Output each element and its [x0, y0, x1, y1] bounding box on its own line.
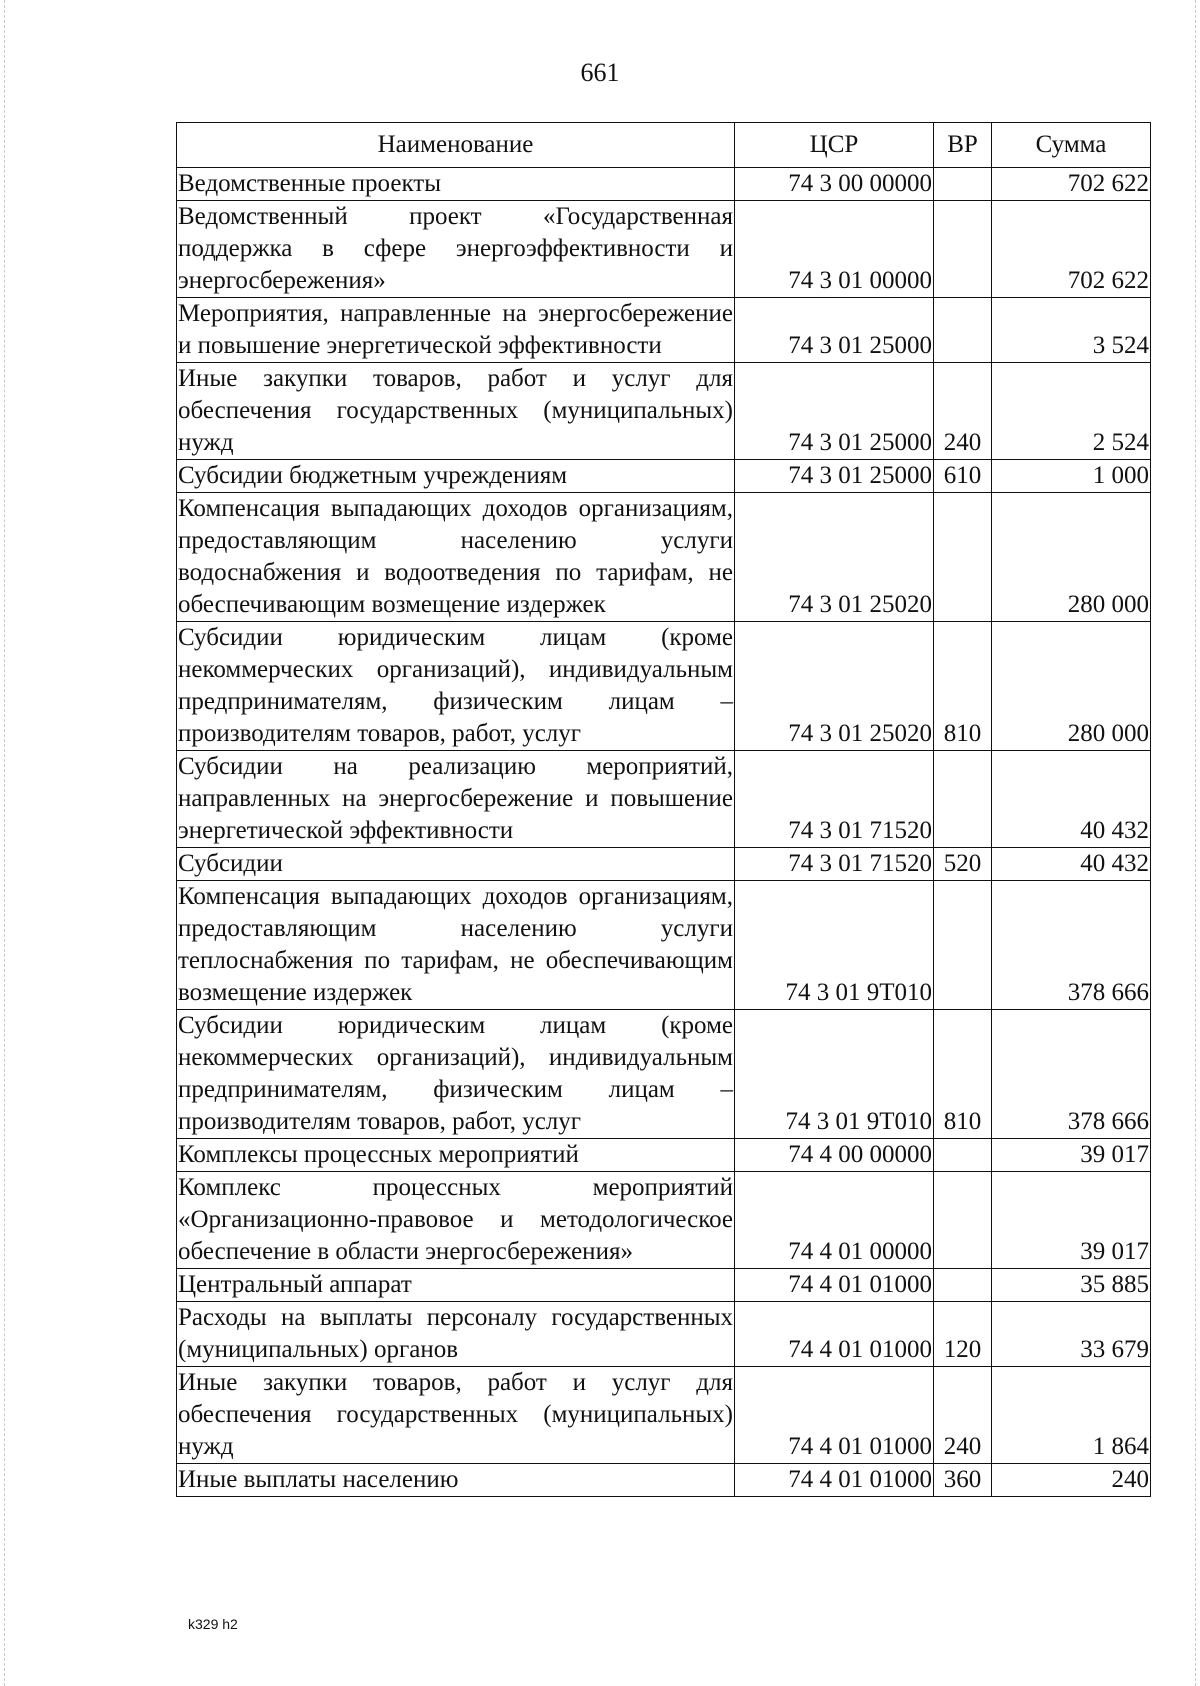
row-name: Ведомственный проект «Государственная поддержка в сфере энергоэффективности и энергосбережения»: [177, 201, 735, 298]
row-sum: 40 432: [992, 751, 1151, 848]
row-sum: 378 666: [992, 881, 1151, 1010]
row-csr: 74 3 01 9Т010: [735, 881, 934, 1010]
row-sum: 702 622: [992, 168, 1151, 201]
row-name: Субсидии юридическим лицам (кроме некоммерческих организаций), индивидуальным предпринимателям, физическим лицам – производителям товаров, работ, услуг: [177, 1010, 735, 1139]
row-sum: 3 524: [992, 298, 1151, 363]
row-name: Ведомственные проекты: [177, 168, 735, 201]
table-row: [177, 168, 1151, 201]
row-vr: [934, 1269, 992, 1302]
footer-code: k329 h2: [188, 1616, 238, 1632]
row-vr: [934, 1139, 992, 1172]
table-row: [177, 1464, 1151, 1497]
row-name: Иные закупки товаров, работ и услуг для обеспечения государственных (муниципальных) нужд: [177, 363, 735, 460]
header-vr: ВР: [934, 123, 992, 168]
row-vr: 240: [934, 363, 992, 460]
row-csr: 74 3 00 00000: [735, 168, 934, 201]
table-row: [177, 1302, 1151, 1367]
row-vr: 810: [934, 622, 992, 751]
scan-edge-right: [1195, 0, 1196, 1686]
row-sum: 39 017: [992, 1172, 1151, 1269]
row-name: Компенсация выпадающих доходов организациям, предоставляющим населению услуги теплоснабжения по тарифам, не обеспечивающим возмещение издержек: [177, 881, 735, 1010]
row-vr: 520: [934, 848, 992, 881]
row-sum: 280 000: [992, 622, 1151, 751]
row-sum: 378 666: [992, 1010, 1151, 1139]
row-vr: 240: [934, 1367, 992, 1464]
row-csr: 74 3 01 25020: [735, 493, 934, 622]
row-vr: 120: [934, 1302, 992, 1367]
row-csr: 74 3 01 71520: [735, 751, 934, 848]
budget-table: [176, 122, 1151, 1497]
row-vr: 810: [934, 1010, 992, 1139]
row-vr: [934, 751, 992, 848]
row-sum: 280 000: [992, 493, 1151, 622]
row-csr: 74 3 01 25000: [735, 460, 934, 493]
row-name: Иные выплаты населению: [177, 1464, 735, 1497]
row-name: Субсидии: [177, 848, 735, 881]
table-row: [177, 201, 1151, 298]
table-row: [177, 1139, 1151, 1172]
header-csr: ЦСР: [735, 123, 934, 168]
row-vr: [934, 201, 992, 298]
row-name: Расходы на выплаты персоналу государственных (муниципальных) органов: [177, 1302, 735, 1367]
row-sum: 2 524: [992, 363, 1151, 460]
row-sum: 702 622: [992, 201, 1151, 298]
row-name: Комплексы процессных мероприятий: [177, 1139, 735, 1172]
row-sum: 39 017: [992, 1139, 1151, 1172]
row-sum: 1 000: [992, 460, 1151, 493]
row-csr: 74 4 01 01000: [735, 1269, 934, 1302]
row-name: Комплекс процессных мероприятий «Организационно-правовое и методологическое обеспечение в области энергосбережения»: [177, 1172, 735, 1269]
row-sum: 33 679: [992, 1302, 1151, 1367]
row-csr: 74 4 00 00000: [735, 1139, 934, 1172]
page-number: 661: [580, 58, 620, 87]
table-row: [177, 460, 1151, 493]
row-name: Субсидии юридическим лицам (кроме некоммерческих организаций), индивидуальным предпринимателям, физическим лицам – производителям товаров, работ, услуг: [177, 622, 735, 751]
row-name: Иные закупки товаров, работ и услуг для обеспечения государственных (муниципальных) нужд: [177, 1367, 735, 1464]
row-name: Субсидии бюджетным учреждениям: [177, 460, 735, 493]
row-csr: 74 3 01 25000: [735, 363, 934, 460]
row-vr: 610: [934, 460, 992, 493]
table-row: [177, 1172, 1151, 1269]
table-row: [177, 298, 1151, 363]
table-header-row: [177, 123, 1151, 168]
row-sum: 240: [992, 1464, 1151, 1497]
table-row: [177, 1010, 1151, 1139]
table-row: [177, 622, 1151, 751]
row-csr: 74 3 01 25000: [735, 298, 934, 363]
header-name: Наименование: [177, 123, 735, 168]
row-csr: 74 4 01 00000: [735, 1172, 934, 1269]
table-row: [177, 363, 1151, 460]
row-vr: [934, 1172, 992, 1269]
row-csr: 74 4 01 01000: [735, 1464, 934, 1497]
row-csr: 74 3 01 9Т010: [735, 1010, 934, 1139]
row-sum: 40 432: [992, 848, 1151, 881]
row-sum: 35 885: [992, 1269, 1151, 1302]
row-vr: [934, 298, 992, 363]
row-vr: [934, 168, 992, 201]
row-csr: 74 4 01 01000: [735, 1367, 934, 1464]
row-vr: 360: [934, 1464, 992, 1497]
row-csr: 74 4 01 01000: [735, 1302, 934, 1367]
row-vr: [934, 493, 992, 622]
scan-edge-left: [4, 0, 5, 1686]
row-name: Компенсация выпадающих доходов организациям, предоставляющим населению услуги водоснабжения и водоотведения по тарифам, не обеспечивающим возмещение издержек: [177, 493, 735, 622]
row-vr: [934, 881, 992, 1010]
row-name: Центральный аппарат: [177, 1269, 735, 1302]
row-name: Субсидии на реализацию мероприятий, направленных на энергосбережение и повышение энергетической эффективности: [177, 751, 735, 848]
table-row: [177, 881, 1151, 1010]
row-csr: 74 3 01 00000: [735, 201, 934, 298]
table-row: [177, 1269, 1151, 1302]
row-name: Мероприятия, направленные на энергосбережение и повышение энергетической эффективности: [177, 298, 735, 363]
table-row: [177, 751, 1151, 848]
row-csr: 74 3 01 25020: [735, 622, 934, 751]
table-row: [177, 1367, 1151, 1464]
row-sum: 1 864: [992, 1367, 1151, 1464]
header-sum: Сумма: [992, 123, 1151, 168]
table-row: [177, 848, 1151, 881]
row-csr: 74 3 01 71520: [735, 848, 934, 881]
table-row: [177, 493, 1151, 622]
